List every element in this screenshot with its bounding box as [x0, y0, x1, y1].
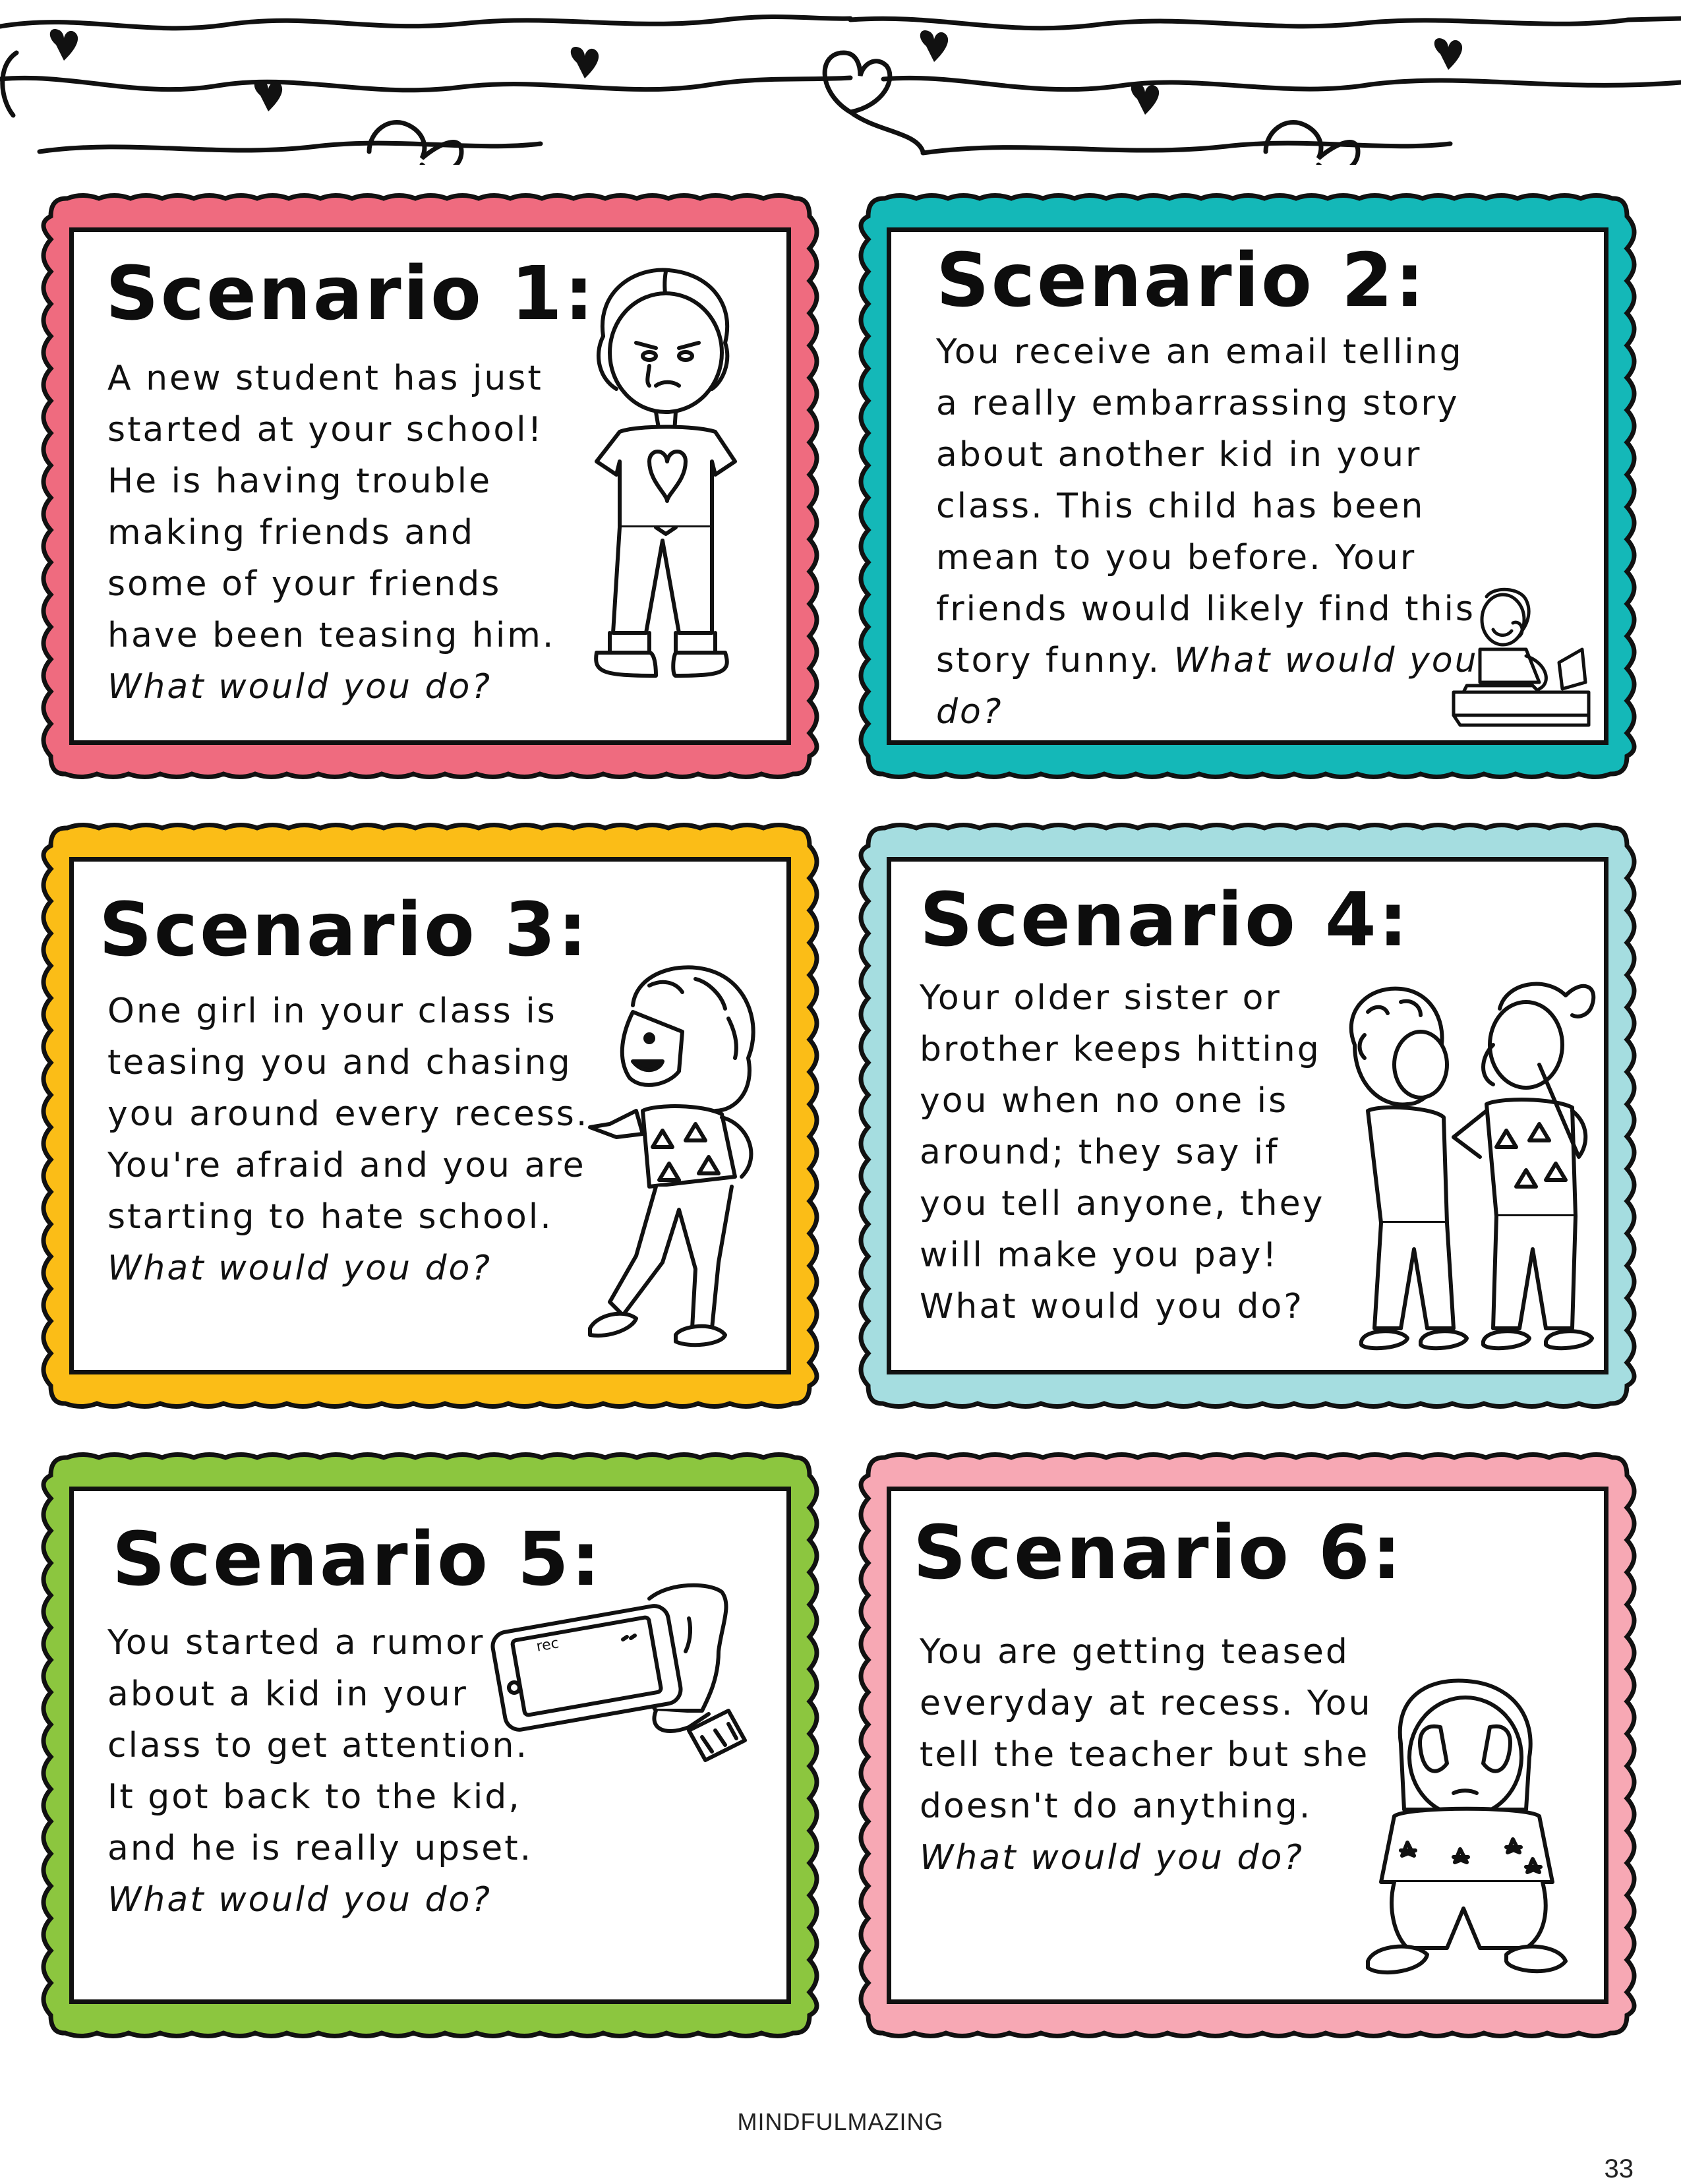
text-line: you tell anyone, they — [920, 1184, 1325, 1224]
scenario-text — [107, 986, 595, 1294]
text-line: a really embarrassing story — [936, 384, 1460, 423]
text-line: started at your school! — [107, 410, 544, 450]
girl-pointing-illustration — [570, 959, 781, 1381]
scenario-question: What would you do? — [107, 1249, 492, 1288]
scenario-title: Scenario 5: — [112, 1517, 603, 1603]
text-line: class. This child has been — [936, 487, 1425, 526]
text-line: doesn't do anything. — [920, 1786, 1312, 1826]
scenario-card-6 — [854, 1454, 1641, 2037]
scenario-text — [936, 326, 1503, 738]
text-line: about another kid in your — [936, 435, 1422, 475]
text-line: mean to you before. Your — [936, 538, 1417, 577]
text-line: A new student has just — [107, 359, 543, 398]
text-line: starting to hate school. — [107, 1197, 553, 1237]
girl-covering-eyes-illustration — [1355, 1671, 1592, 1988]
text-line: tell the teacher but she — [920, 1735, 1370, 1775]
page-number: 33 — [1604, 2154, 1634, 2183]
text-line: One girl in your class is — [107, 991, 557, 1031]
scenario-question: What would you do? — [936, 641, 1479, 732]
text-line: making friends and — [107, 513, 475, 552]
phone-screen-label: rec — [535, 1635, 560, 1655]
scenario-text — [920, 972, 1355, 1332]
scenario-title: Scenario 2: — [936, 238, 1427, 324]
scenario-card-3 — [36, 824, 824, 1407]
text-line: You started a rumor — [107, 1623, 485, 1663]
scenario-title: Scenario 6: — [913, 1510, 1403, 1596]
text-line: teasing you and chasing — [107, 1043, 572, 1082]
text-line: everyday at recess. You — [920, 1684, 1372, 1723]
text-line: you around every recess. — [107, 1094, 589, 1134]
two-girls-illustration — [1328, 972, 1605, 1368]
scenario-question: What would you do? — [107, 1880, 492, 1920]
scenario-card-2 — [854, 194, 1641, 778]
scenario-text — [920, 1626, 1394, 1883]
text-line: friends would likely find this — [936, 589, 1476, 629]
text-line: brother keeps hitting — [920, 1030, 1321, 1069]
header-wavy-heart-decoration — [0, 0, 1681, 165]
scenario-card-4 — [854, 824, 1641, 1407]
text-line: you when no one is — [920, 1081, 1289, 1121]
scenario-title: Scenario 1: — [105, 251, 596, 337]
text-line: You are getting teased — [920, 1632, 1349, 1672]
text-line: What would you do? — [920, 1287, 1304, 1326]
scenario-title: Scenario 3: — [99, 887, 589, 973]
text-line: will make you pay! — [920, 1235, 1279, 1275]
text-line: have been teasing him. — [107, 616, 556, 655]
text-line: class to get attention. — [107, 1726, 529, 1765]
text-line: He is having trouble — [107, 461, 492, 501]
scenario-card-5 — [36, 1454, 824, 2037]
scenario-question: What would you do? — [920, 1838, 1304, 1877]
text-line: and he is really upset. — [107, 1829, 533, 1868]
sad-boy-illustration — [557, 264, 768, 725]
text-line: about a kid in your — [107, 1674, 468, 1714]
text-line: You receive an email telling — [936, 332, 1463, 372]
text-line: around; they say if — [920, 1133, 1280, 1172]
scenario-question: What would you do? — [107, 667, 492, 707]
text-line: Your older sister or — [920, 978, 1282, 1018]
scenario-text — [107, 353, 582, 713]
text-line: story funny. — [936, 641, 1162, 680]
kid-at-laptop-illustration — [1440, 583, 1599, 742]
footer-brand: MINDFULMAZING — [737, 2108, 944, 2135]
scenario-card-1 — [36, 194, 824, 778]
text-line: some of your friends — [107, 564, 502, 604]
phone-in-hand-illustration — [491, 1579, 768, 1777]
text-line: It got back to the kid, — [107, 1777, 521, 1817]
text-line: You're afraid and you are — [107, 1146, 586, 1185]
scenario-title: Scenario 4: — [920, 877, 1410, 963]
